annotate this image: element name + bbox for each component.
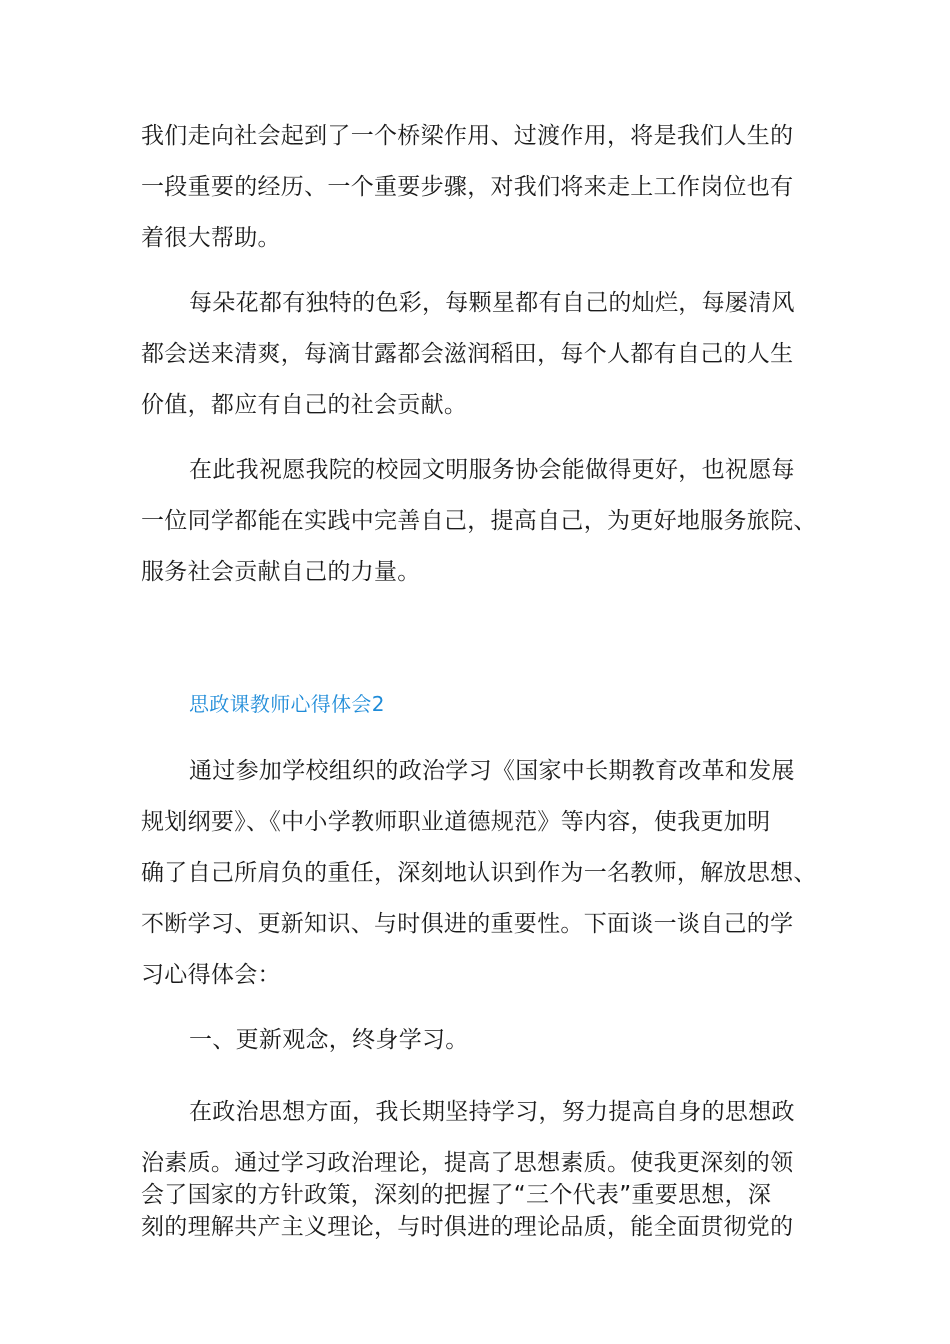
paragraph-line: 服务社会贡献自己的力量。 <box>141 559 421 585</box>
paragraph-line: 通过参加学校组织的政治学习《国家中长期教育改革和发展 <box>189 758 795 784</box>
paragraph-line: 一段重要的经历、一个重要步骤，对我们将来走上工作岗位也有 <box>141 174 794 200</box>
paragraph-line: 每朵花都有独特的色彩，每颗星都有自己的灿烂，每屡清风 <box>189 290 795 316</box>
paragraph-line: 着很大帮助。 <box>141 225 281 251</box>
paragraph-line: 习心得体会： <box>141 962 281 988</box>
paragraph-line: 一位同学都能在实践中完善自己，提高自己，为更好地服务旅院、 <box>141 508 817 534</box>
section-heading: 思政课教师心得体会2 <box>189 692 385 716</box>
paragraph-line: 规划纲要》、《中小学教师职业道德规范》等内容，使我更加明 <box>141 809 771 835</box>
paragraph-line: 在政治思想方面，我长期坚持学习，努力提高自身的思想政 <box>189 1099 795 1125</box>
paragraph-line: 一、更新观念，终身学习。 <box>189 1027 469 1053</box>
paragraph-line: 会了国家的方针政策，深刻的把握了“三个代表”重要思想，深 <box>141 1182 772 1208</box>
paragraph-line: 治素质。通过学习政治理论，提高了思想素质。使我更深刻的领 <box>141 1150 794 1176</box>
paragraph-line: 我们走向社会起到了一个桥梁作用、过渡作用，将是我们人生的 <box>141 123 794 149</box>
paragraph-line: 刻的理解共产主义理论，与时俱进的理论品质，能全面贯彻党的 <box>141 1214 794 1240</box>
paragraph-line: 价值，都应有自己的社会贡献。 <box>141 392 468 418</box>
paragraph-line: 都会送来清爽，每滴甘露都会滋润稻田，每个人都有自己的人生 <box>141 341 794 367</box>
paragraph-line: 确了自己所肩负的重任，深刻地认识到作为一名教师，解放思想、 <box>141 860 817 886</box>
paragraph-line: 不断学习、更新知识、与时俱进的重要性。下面谈一谈自己的学 <box>141 911 794 937</box>
paragraph-line: 在此我祝愿我院的校园文明服务协会能做得更好，也祝愿每 <box>189 457 795 483</box>
